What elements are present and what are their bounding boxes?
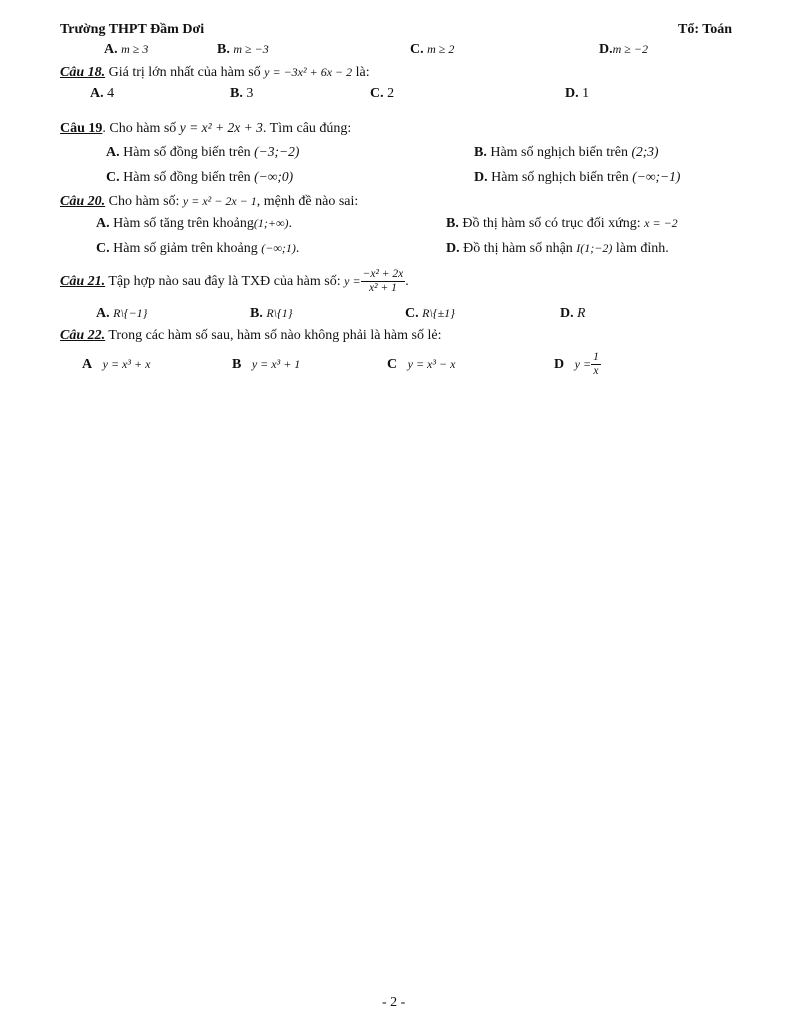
q20-formula: y = x² − 2x − 1 — [182, 194, 257, 208]
q21-stem: Câu 21. Tập hợp nào sau đây là TXĐ của hàm số: y = $\frac{\text{−x² + 2x}}{\text{x² + 1}}$ . — [60, 268, 409, 295]
q21-option-c: C. R\{±1} — [405, 306, 455, 321]
q18-formula: y = −3x² + 6x − 2 — [264, 65, 353, 79]
q22-stem: Câu 22. Trong các hàm số sau, hàm số nào không phải là hàm số lẻ: — [60, 328, 442, 343]
q21-label: Câu 21. — [60, 274, 106, 289]
q18-option-d: D. 1 — [565, 86, 590, 101]
q22-option-c: C y = x³ − x — [387, 357, 456, 372]
q19-formula: y = x² + 2x + 3 — [179, 120, 263, 135]
q17-option-b: B. m ≥ −3 — [217, 42, 269, 57]
q20-stem: Câu 20. Cho hàm số: y = x² − 2x − 1, mệnh đề nào sai: — [60, 194, 359, 209]
q19-stem: Câu 19. Cho hàm số y = x² + 2x + 3. Tìm câu đúng: — [60, 120, 352, 136]
q20-option-a: A. Hàm số tăng trên khoảng(1;+∞). — [96, 216, 293, 231]
q20-option-c: C. Hàm số giảm trên khoảng (−∞;1). — [96, 241, 300, 256]
q17-option-d: D.m ≥ −2 — [599, 42, 648, 57]
q19-label: Câu 19 — [60, 121, 103, 136]
q22-option-a: A y = x³ + x — [82, 357, 151, 372]
q18-stem: Câu 18. Giá trị lớn nhất của hàm số y = −3x² + 6x − 2 là: — [60, 65, 370, 80]
q19-option-d: D. Hàm số nghịch biến trên (−∞;−1) — [474, 169, 681, 185]
q18-option-b: B. 3 — [230, 86, 254, 101]
q20-option-d: D. Đồ thị hàm số nhận I(1;−2) làm đỉnh. — [446, 241, 669, 256]
q18-option-c: C. 2 — [370, 86, 395, 101]
q18-option-a: A. 4 — [90, 86, 115, 101]
q20-option-b: B. Đồ thị hàm số có trục đối xứng: x = −2 — [446, 216, 678, 231]
q19-option-c: C. Hàm số đồng biến trên (−∞;0) — [106, 169, 294, 185]
q22-option-b: B y = x³ + 1 — [232, 357, 301, 372]
q19-option-a: A. Hàm số đồng biến trên (−3;−2) — [106, 144, 300, 160]
header-department: Tổ: Toán — [678, 22, 733, 37]
q19-option-b: B. Hàm số nghịch biến trên (2;3) — [474, 144, 659, 160]
q22-option-d: D y = $\frac{1}{x}$ — [554, 351, 599, 378]
q22-label: Câu 22. — [60, 328, 106, 343]
q20-label: Câu 20. — [60, 194, 106, 209]
q21-option-a: A. R\{−1} — [96, 306, 148, 321]
q21-fraction: $\frac{\text{−x² + 2x}}{\text{x² + 1}}$ — [362, 268, 404, 295]
q17-option-a: A. m ≥ 3 — [104, 42, 149, 57]
page-number: - 2 - — [382, 995, 406, 1010]
q22-fraction: $\frac{1}{x}$ — [593, 351, 599, 378]
q18-label: Câu 18. — [60, 65, 106, 80]
q21-option-d: D. R — [560, 305, 586, 321]
q21-option-b: B. R\{1} — [250, 306, 293, 321]
header-school: Trường THPT Đầm Dơi — [60, 22, 205, 37]
q17-option-c: C. m ≥ 2 — [410, 42, 455, 57]
